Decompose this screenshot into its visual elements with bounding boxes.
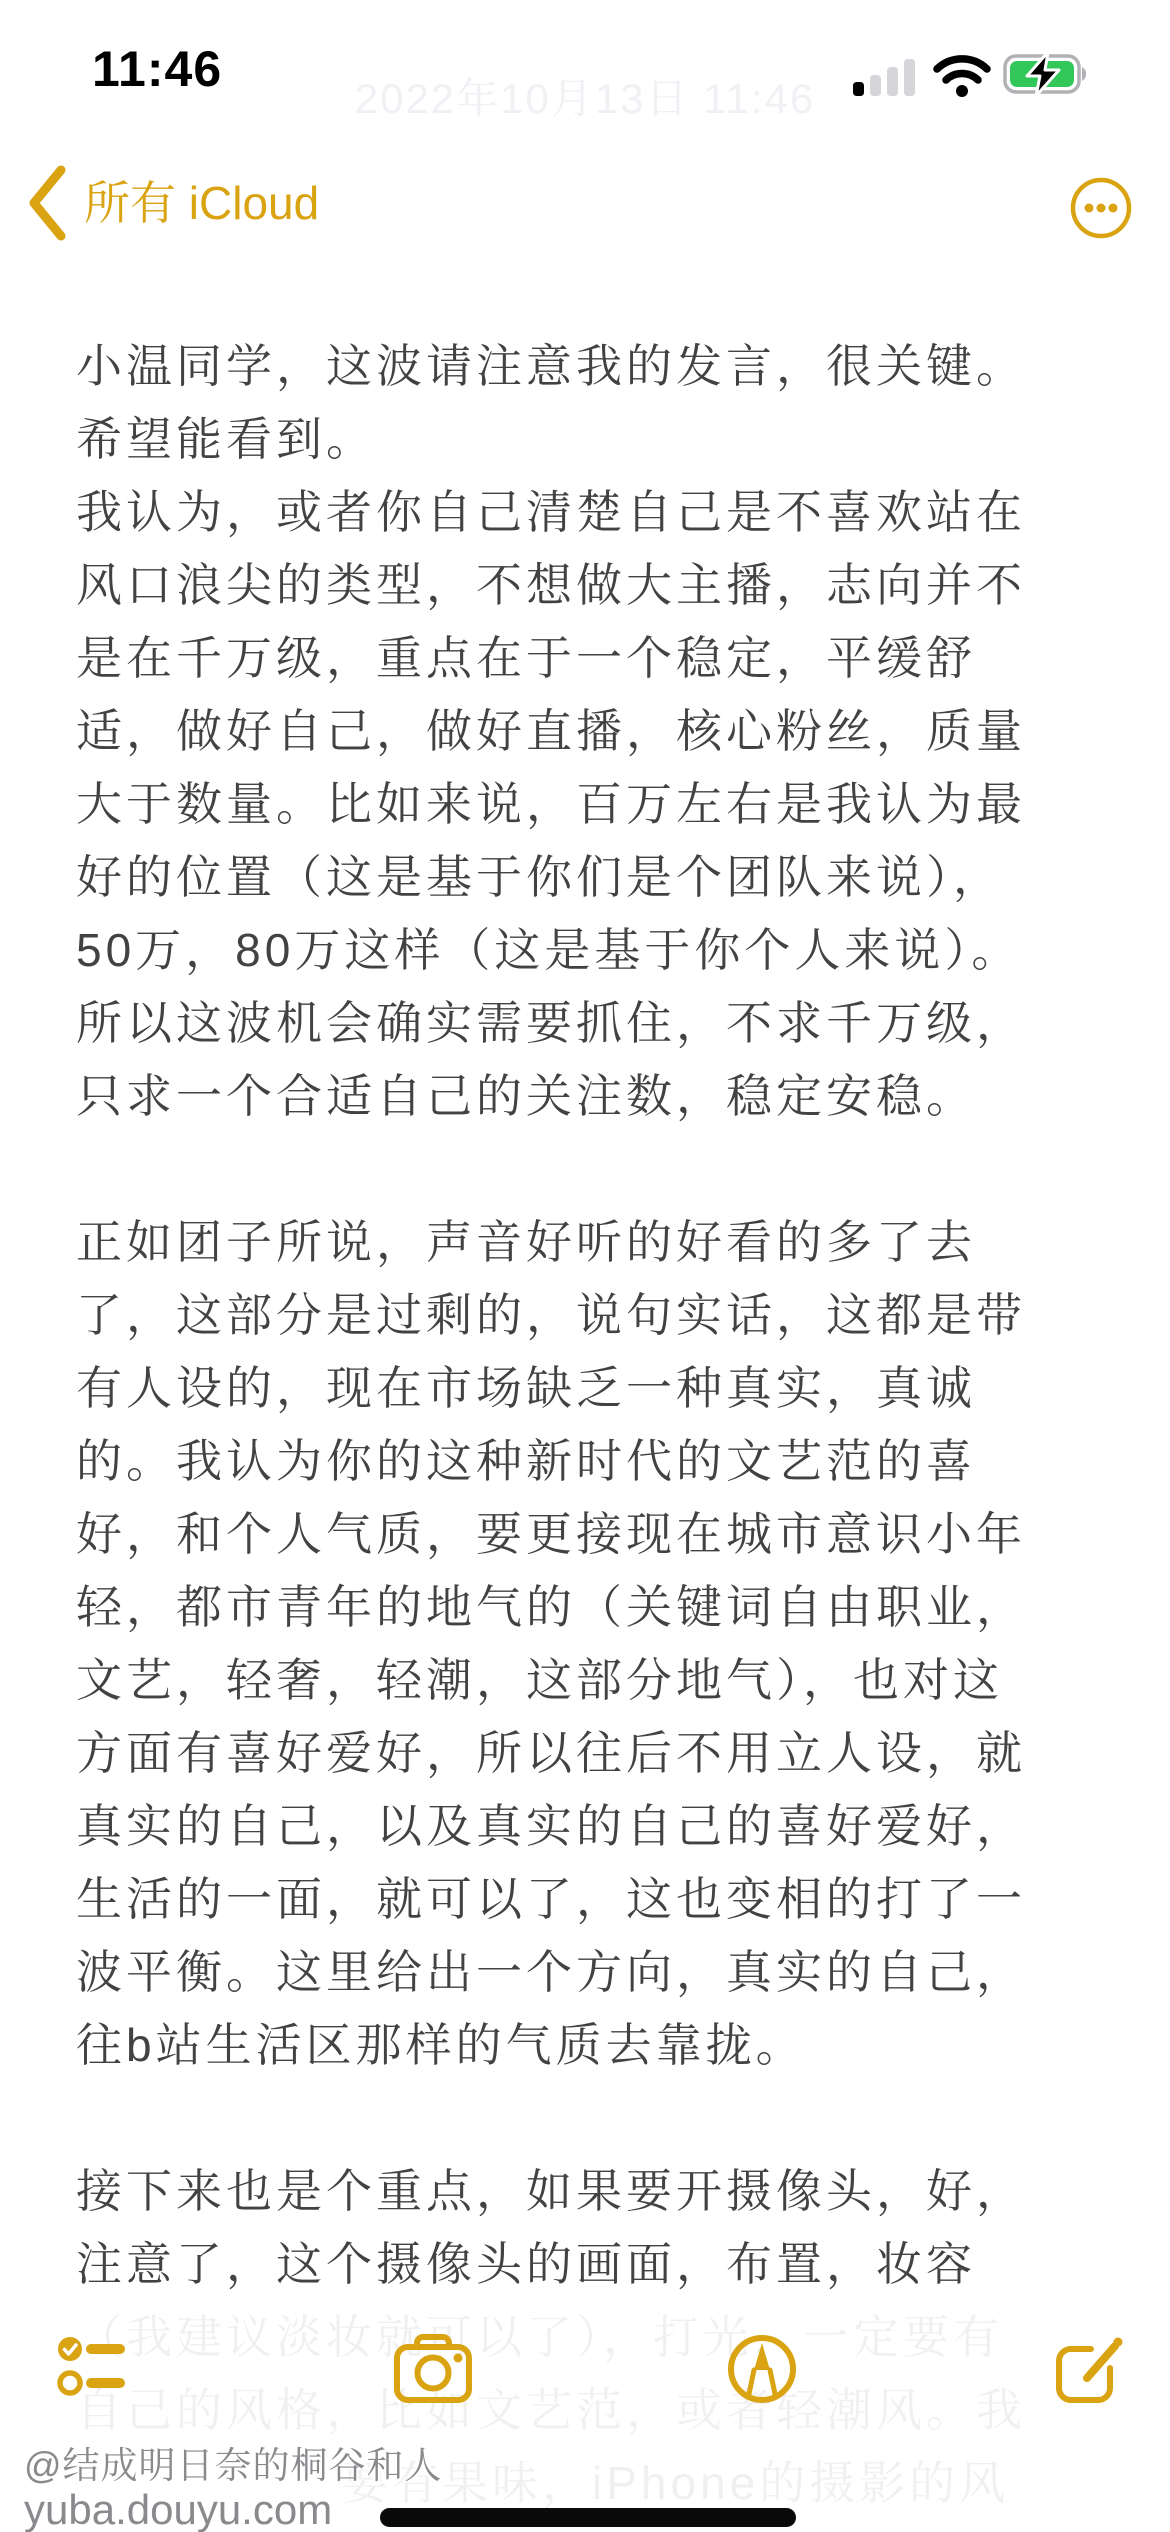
note-date-ghost-text: 2022年10月13日 11:46 [354,75,816,122]
note-line: 文艺，轻奢，轻潮，这部分地气），也对这 [76,1654,1003,1706]
compose-icon [1059,2338,1123,2401]
back-to-folder-button[interactable] [24,164,319,242]
note-line: 50万，80万这样（这是基于你个人来说）。 [76,924,1022,976]
markup-button[interactable] [727,2332,797,2406]
home-indicator[interactable] [380,2508,796,2527]
note-line: 真实的自己，以及真实的自己的喜好爱好， [76,1800,1026,1852]
bottom-toolbar [0,2330,1170,2410]
status-time: 11:46 [92,41,223,97]
battery-charging-icon [1003,52,1093,96]
note-line: 轻，都市青年的地气的（关键词自由职业， [76,1581,1026,1633]
note-line: 风口浪尖的类型，不想做大主播，志向并不 [76,559,1026,611]
note-line: 有人设的，现在市场缺乏一种真实，真诚 [76,1362,976,1414]
note-line [76,1133,1130,1206]
note-line: 所以这波机会确实需要抓住，不求千万级， [76,997,1026,1049]
note-line: 注意了，这个摄像头的画面，布置，妆容 [76,2238,976,2290]
note-line: 方面有喜好爱好，所以往后不用立人设，就 [76,1727,1026,1779]
watermark-url: yuba.douyu.com [24,2485,333,2532]
note-line: 了，这部分是过剩的，说句实话，这都是带 [76,1289,1026,1341]
note-line: 适，做好自己，做好直播，核心粉丝，质量 [76,705,1026,757]
wifi-icon [933,54,991,98]
chevron-left-icon [24,164,68,242]
note-line: 小温同学，这波请注意我的发言，很关键。 [76,340,1026,392]
checklist-button[interactable] [57,2336,125,2398]
back-button-label: 所有 iCloud [84,177,320,229]
note-line: 接下来也是个重点，如果要开摄像头，好， [76,2165,1026,2217]
note-line: 生活的一面，就可以了，这也变相的打了一 [76,1873,1026,1925]
note-line: 波平衡。这里给出一个方向，真实的自己， [76,1946,1026,1998]
checklist-icon [58,2337,120,2393]
more-options-button[interactable] [1070,177,1132,239]
note-line: 大于数量。比如来说，百万左右是我认为最 [76,778,1026,830]
note-line [76,2082,1130,2155]
note-line: 我认为，或者你自己清楚自己是不喜欢站在 [76,486,1026,538]
note-line: 正如团子所说，声音好听的好看的多了去 [76,1216,976,1268]
note-line: 往b站生活区那样的气质去靠拢。 [76,2019,806,2071]
note-line: 是在千万级，重点在于一个稳定，平缓舒 [76,632,976,684]
note-line: 的。我认为你的这种新时代的文艺范的喜 [76,1435,976,1487]
camera-icon [397,2337,469,2400]
compose-button[interactable] [1056,2334,1124,2406]
cellular-signal-icon [853,54,917,96]
note-body[interactable] [76,330,1130,2520]
watermark-username: @结成明日奈的桐谷和人 [24,2445,443,2486]
note-line: 好，和个人气质，要更接现在城市意识小年 [76,1508,1026,1560]
note-line: 希望能看到。 [76,413,376,465]
ellipsis-circle-icon [1073,180,1129,236]
camera-button[interactable] [394,2334,472,2404]
markup-pen-circle-icon [731,2338,793,2400]
note-line: 只求一个合适自己的关注数，稳定安稳。 [76,1070,976,1122]
note-line: 好的位置（这是基于你们是个团队来说）， [76,851,1003,903]
